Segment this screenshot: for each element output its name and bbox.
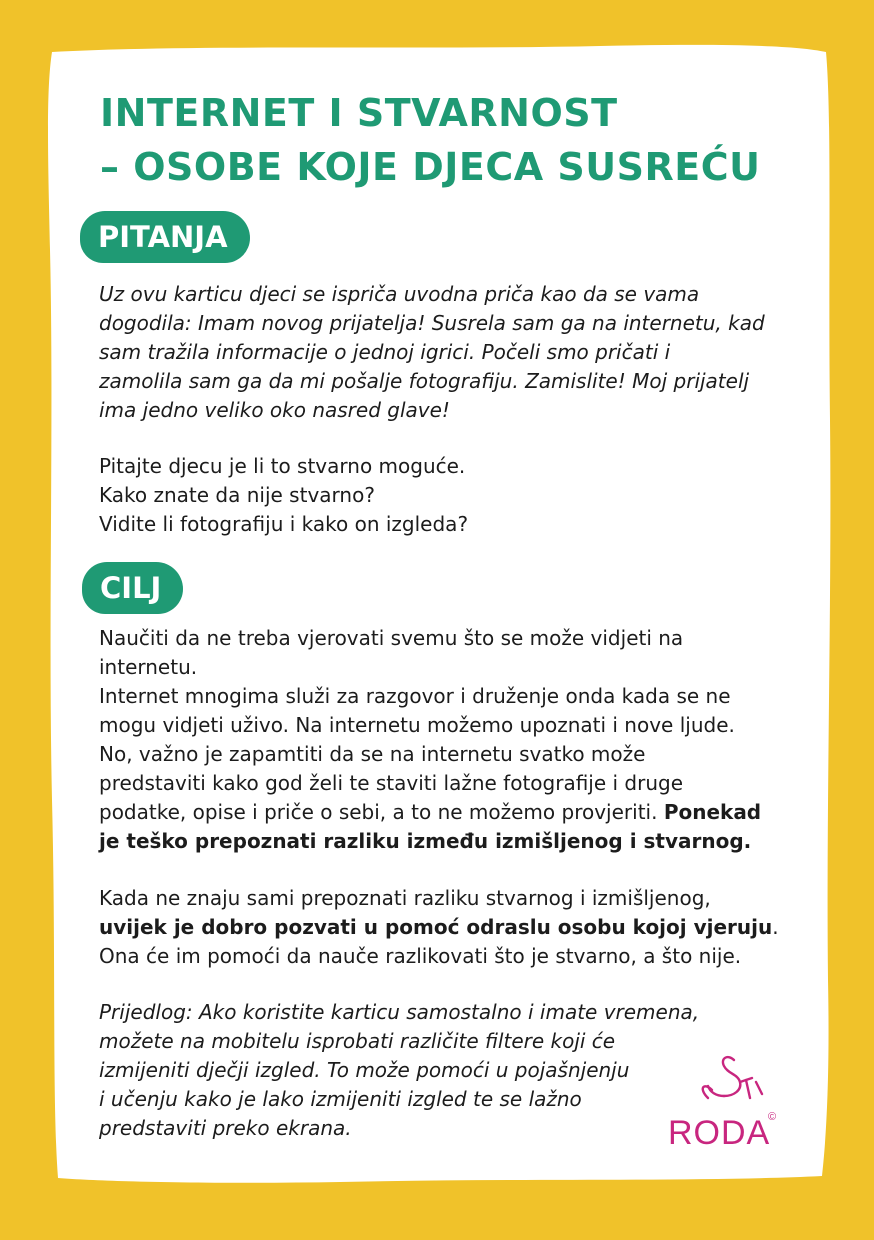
- goal-line: mogu vidjeti uživo. Na internetu možemo upoznati i nove ljude.: [99, 713, 735, 737]
- questions-list: [99, 452, 804, 539]
- suggestion-line: izmijeniti dječji izgled. To može pomoći u pojašnjenju: [99, 1058, 630, 1082]
- advice-bold: uvijek je dobro pozvati u pomoć odraslu osobu kojoj vjeruju: [99, 915, 773, 939]
- suggestion-line: Prijedlog: Ako koristite karticu samostalno i imate vremena,: [99, 1000, 700, 1024]
- page-title: [100, 86, 800, 194]
- stork-icon: [703, 1057, 762, 1098]
- advice-line: [99, 913, 804, 942]
- question-line: Kako znate da nije stvarno?: [99, 483, 375, 507]
- advice-text: [99, 884, 804, 971]
- title-line-2: – OSOBE KOJE DJECA SUSREĆU: [100, 145, 761, 189]
- title-line-1: INTERNET I STVARNOST: [100, 91, 618, 135]
- goal-line-normal: podatke, opise i priče o sebi, a to ne možemo provjeriti.: [99, 800, 664, 824]
- intro-line: zamolila sam ga da mi pošalje fotografiju. Zamislite! Moj prijatelj: [99, 369, 750, 393]
- question-line: Vidite li fotografiju i kako on izgleda?: [99, 512, 469, 536]
- logo-text: RODA: [668, 1114, 771, 1152]
- intro-line: sam tražila informacije o jednoj igrici. Počeli smo pričati i: [99, 340, 671, 364]
- goal-line-bold: Ponekad: [663, 800, 762, 824]
- suggestion-line: možete na mobitelu isprobati različite filtere koji će: [99, 1029, 616, 1053]
- goal-line: internetu.: [99, 655, 198, 679]
- intro-line: dogodila: Imam novog prijatelja! Susrela sam ga na internetu, kad: [99, 311, 765, 335]
- intro-line: Uz ovu karticu djeci se ispriča uvodna priča kao da se vama: [99, 282, 700, 306]
- intro-story: [99, 280, 804, 425]
- advice-end: .: [772, 915, 779, 939]
- goal-line: Naučiti da ne treba vjerovati svemu što se može vidjeti na: [99, 626, 684, 650]
- goal-line-bold: je teško prepoznati razliku između izmišljenog i stvarnog.: [99, 829, 752, 853]
- goal-text: [99, 624, 804, 856]
- goal-line: Internet mnogima služi za razgovor i druženje onda kada se ne: [99, 684, 731, 708]
- advice-line: Ona će im pomoći da nauče razlikovati što je stvarno, a što nije.: [99, 944, 742, 968]
- section-badge-pitanja: PITANJA: [80, 211, 250, 263]
- suggestion-line: predstaviti preko ekrana.: [99, 1116, 352, 1140]
- suggestion-line: i učenju kako je lako izmijeniti izgled te se lažno: [99, 1087, 582, 1111]
- advice-line: Kada ne znaju sami prepoznati razliku stvarnog i izmišljenog,: [99, 886, 711, 910]
- section-badge-cilj: CILJ: [82, 562, 183, 614]
- copyright-mark: ©: [768, 1111, 777, 1123]
- roda-logo: [664, 1052, 784, 1152]
- goal-line: No, važno je zapamtiti da se na internetu svatko može: [99, 742, 646, 766]
- question-line: Pitajte djecu je li to stvarno moguće.: [99, 454, 466, 478]
- goal-line: predstaviti kako god želi te staviti lažne fotografije i druge: [99, 771, 684, 795]
- goal-line: [99, 798, 804, 827]
- intro-line: ima jedno veliko oko nasred glave!: [99, 398, 450, 422]
